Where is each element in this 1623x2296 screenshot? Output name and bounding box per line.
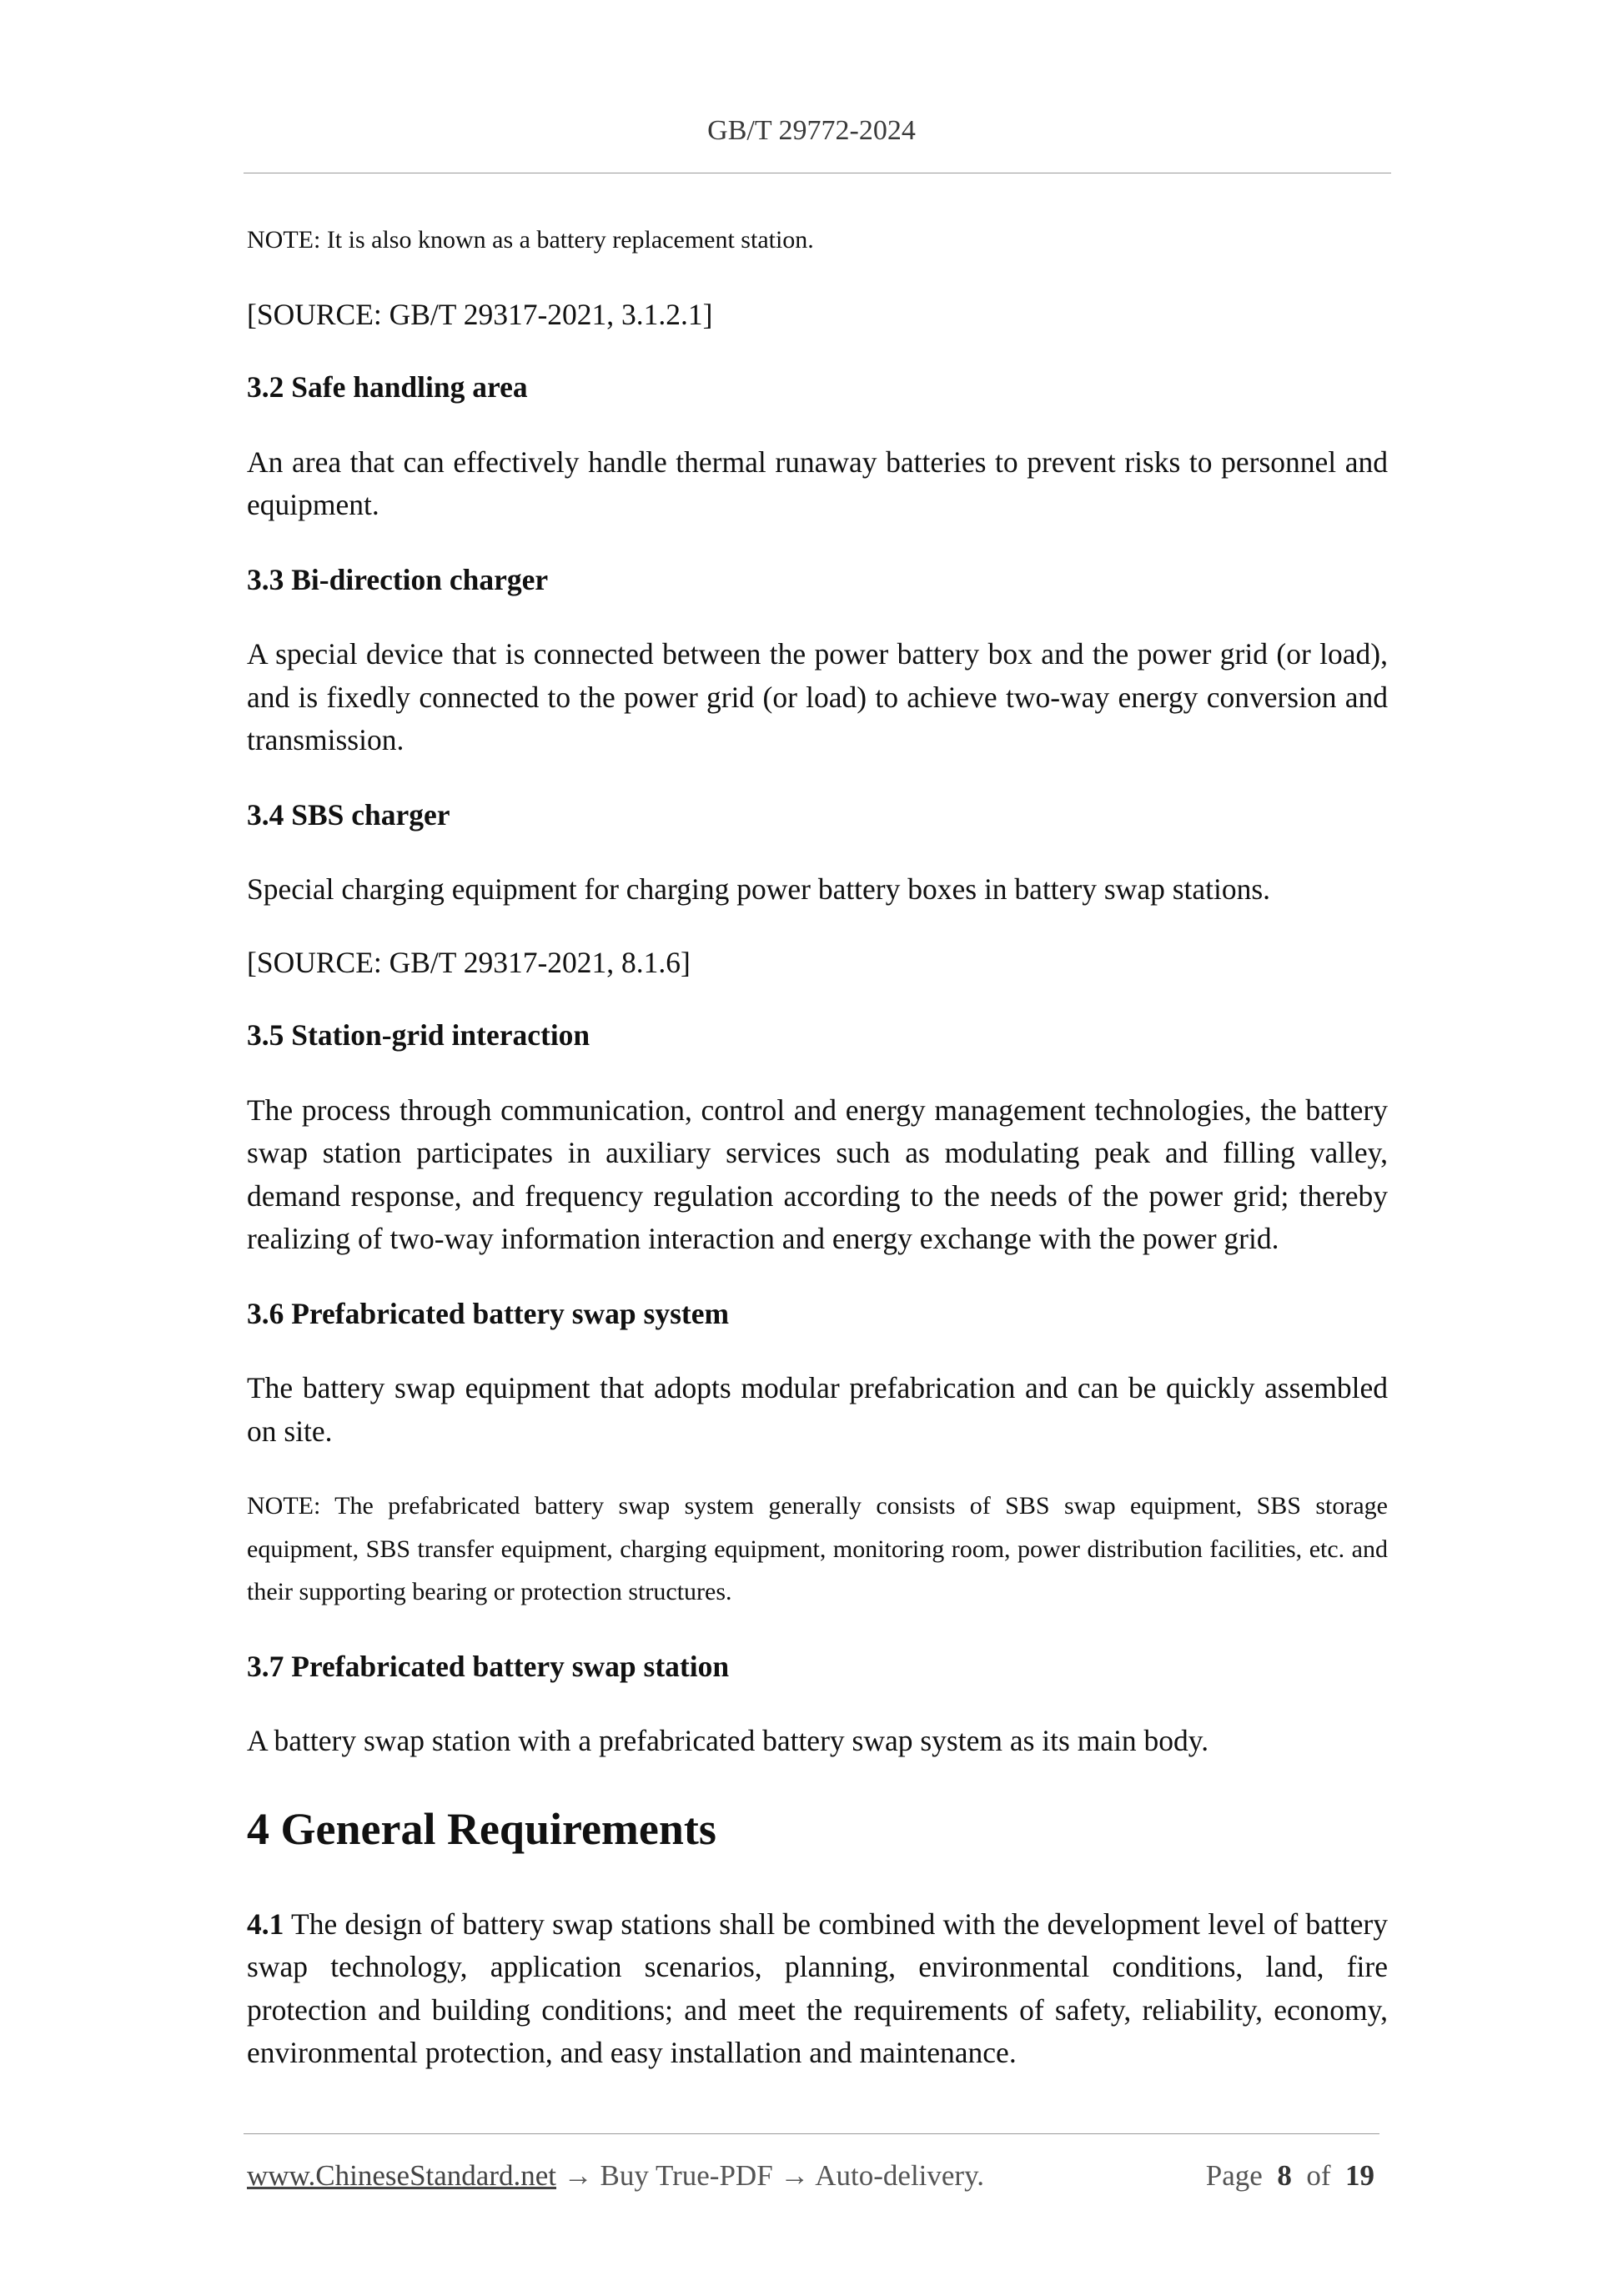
page-number: 8 <box>1277 2159 1292 2192</box>
arrow-right-icon: → <box>556 2159 600 2192</box>
section-4-1-number: 4.1 <box>247 1907 284 1941</box>
section-3-7-text: A battery swap station with a prefabricated battery swap system as its main body. <box>247 1724 1209 1757</box>
page-footer <box>247 2155 1379 2197</box>
section-3-3-title: 3.3 Bi-direction charger <box>247 562 549 596</box>
page-content <box>247 219 1388 2107</box>
section-3-2-title: 3.2 Safe handling area <box>247 370 528 404</box>
section-3-5-title: 3.5 Station-grid interaction <box>247 1018 590 1052</box>
buy-true-pdf-text: Buy True-PDF <box>600 2159 773 2192</box>
section-3-3-text: A special device that is connected between the power battery box and the power grid (or load), and is fixedly connected to the power grid (or load) to achieve two-way energy conversion and transmission. <box>247 637 1388 756</box>
section-3-2-text: An area that can effectively handle thermal runaway batteries to prevent risks to personnel and equipment. <box>247 445 1388 521</box>
section-3-6-text: The battery swap equipment that adopts modular prefabrication and can be quickly assembled on site. <box>247 1371 1388 1448</box>
section-3-6-title: 3.6 Prefabricated battery swap system <box>247 1296 730 1330</box>
note-battery-replacement: NOTE: It is also known as a battery replacement station. <box>247 226 814 254</box>
auto-delivery-text: Auto-delivery. <box>815 2159 985 2192</box>
arrow-right-icon: → <box>772 2159 816 2192</box>
section-4-1-text: The design of battery swap stations shall be combined with the development level of battery swap technology, application scenarios, planning, environmental conditions, land, fire protection and building conditions; and meet the requirements of safety, reliability, economy, environmental protection, and easy installation and maintenance. <box>247 1907 1388 2069</box>
section-4-1-paragraph <box>247 1903 1388 2075</box>
section-3-4-text: Special charging equipment for charging power battery boxes in battery swap stations. <box>247 872 1271 906</box>
document-code-header: GB/T 29772-2024 <box>707 115 916 146</box>
source-reference-2: [SOURCE: GB/T 29317-2021, 8.1.6] <box>247 945 691 979</box>
page-label: Page <box>1205 2159 1263 2192</box>
source-reference-1: [SOURCE: GB/T 29317-2021, 3.1.2.1] <box>247 297 713 331</box>
section-3-7-title: 3.7 Prefabricated battery swap station <box>247 1649 730 1683</box>
footer-divider <box>244 2133 1379 2134</box>
of-label: of <box>1306 2159 1331 2192</box>
section-4-title: 4 General Requirements <box>247 1803 716 1854</box>
page-indicator <box>1206 2155 1374 2197</box>
section-3-4-title: 3.4 SBS charger <box>247 797 450 831</box>
website-link[interactable]: www.ChineseStandard.net <box>247 2159 556 2192</box>
page-total: 19 <box>1345 2159 1374 2192</box>
note-prefabricated-system: NOTE: The prefabricated battery swap system generally consists of SBS swap equipment, SBS storage equipment, SBS transfer equipment, charging equipment, monitoring room, power distribution facilities, etc. and their supporting bearing or protection structures. <box>247 1492 1388 1605</box>
section-3-5-text: The process through communication, control and energy management technologies, the battery swap station participates in auxiliary services such as modulating peak and filling valley, demand response, and frequency regulation according to the needs of the power grid; thereby realizing of two-way information interaction and energy exchange with the power grid. <box>247 1093 1388 1255</box>
